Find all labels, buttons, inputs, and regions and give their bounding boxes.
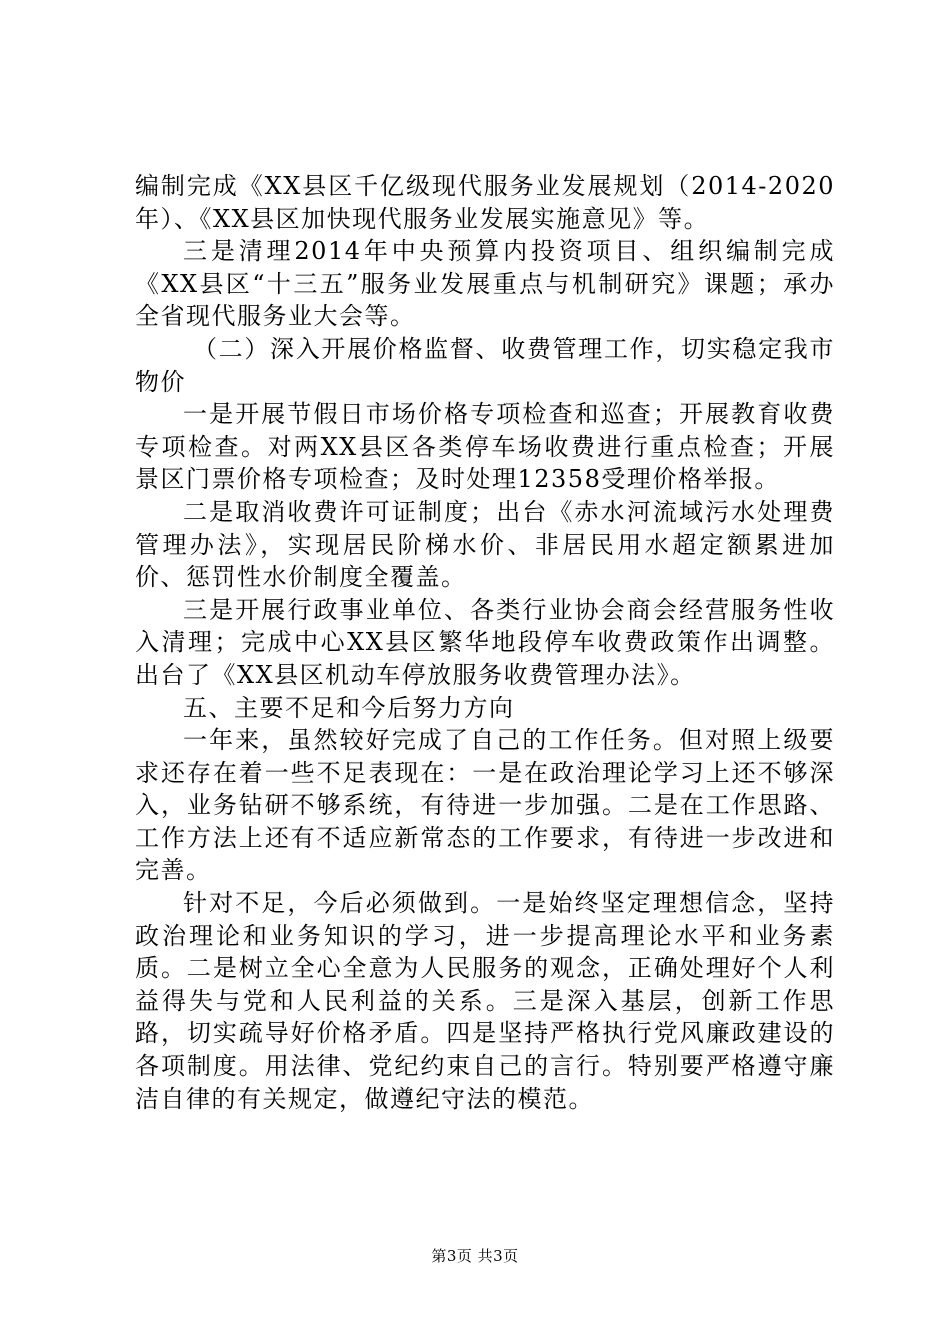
paragraph-item-three-planning: 三是清理2014年中央预算内投资项目、组织编制完成《XX县区“十三五”服务业发展重点与机制研究》课题；承办全省现代服务业大会等。 — [135, 237, 835, 331]
paragraph-continuation: 编制完成《XX县区千亿级现代服务业发展规划（2014-2020年）、《XX县区加快现代服务业发展实施意见》等。 — [135, 172, 835, 233]
section-heading-price-supervision: （二）深入开展价格监督、收费管理工作，切实稳定我市物价 — [135, 334, 835, 396]
paragraph-improvements: 针对不足，今后必须做到。一是始终坚定理想信念，坚持政治理论和业务知识的学习，进一步提高理论水平和业务素质。二是树立全心全意为人民服务的观念，正确处理好个人利益得失与党和人民利益的关系。三是深入基层，创新工作思路，切实疏导好价格矛盾。四是坚持严格执行党风廉政建设的各项制度。用法律、党纪约束自己的言行。特别要严格遵守廉洁自律的有关规定，做遵纪守法的模范。 — [135, 889, 835, 1113]
paragraph-item-two-fee-license: 二是取消收费许可证制度；出台《赤水河流域污水处理费管理办法》，实现居民阶梯水价、非居民用水超定额累进加价、惩罚性水价制度全覆盖。 — [135, 497, 835, 592]
paragraph-item-three-fee-cleanup: 三是开展行政事业单位、各类行业协会商会经营服务性收入清理；完成中心XX县区繁华地段停车收费政策作出调整。出台了《XX县区机动车停放服务收费管理办法》。 — [135, 595, 835, 689]
document-body — [135, 170, 835, 1115]
paragraph-item-one-price-check: 一是开展节假日市场价格专项检查和巡查；开展教育收费专项检查。对两XX县区各类停车场收费进行重点检查；开展景区门票价格专项检查；及时处理12358受理价格举报。 — [135, 400, 835, 494]
page-number-indicator: 第3页 共3页 — [431, 1247, 519, 1265]
page-footer — [0, 1246, 950, 1266]
section-heading-shortcomings: 五、主要不足和今后努力方向 — [183, 693, 515, 722]
paragraph-shortcomings: 一年来，虽然较好完成了自己的工作任务。但对照上级要求还存在着一些不足表现在：一是在政治理论学习上还不够深入，业务钻研不够系统，有待进一步加强。二是在工作思路、工作方法上还有不适应新常态的工作要求，有待进一步改进和完善。 — [135, 726, 835, 885]
